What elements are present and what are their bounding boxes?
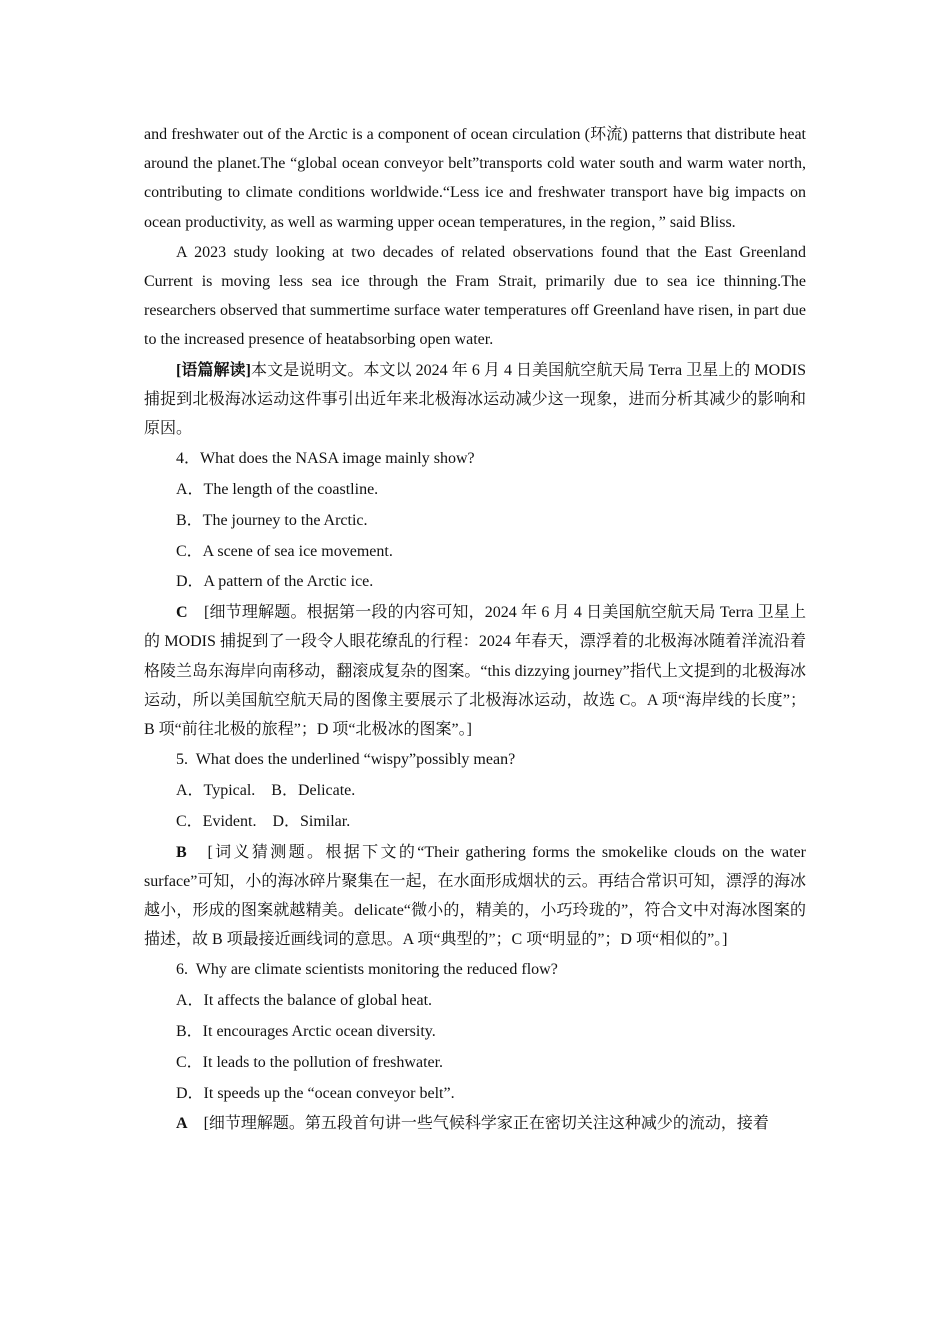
question-4-option-d: D．A pattern of the Arctic ice.	[176, 573, 374, 591]
reading-note	[144, 356, 806, 444]
reading-note-text: 本文是说明文。本文以 2024 年 6 月 4 日美国航空航天局 Terra 卫星上的 MODIS 捕捉到北极海冰运动这件事引出近年来北极海冰运动减少这一现象，进而分析其减少的影响和原因。	[144, 361, 806, 438]
question-5-options-cd: C．Evident. D．Similar.	[176, 812, 351, 830]
question-5-answer: B	[176, 843, 187, 861]
question-6-stem: 6. Why are climate scientists monitoring the reduced flow?	[176, 961, 558, 979]
question-5-options-ab: A．Typical. B．Delicate.	[176, 782, 356, 800]
question-6-option-b: B．It encourages Arctic ocean diversity.	[176, 1023, 436, 1041]
question-6-option-a: A．It affects the balance of global heat.	[176, 992, 433, 1010]
question-4-answer: C	[176, 604, 188, 622]
question-4-explanation	[144, 598, 806, 744]
question-6-explanation-text: [细节理解题。第五段首句讲一些气候科学家正在密切关注这种减少的流动，接着	[203, 1115, 769, 1133]
passage-paragraph-2: A 2023 study looking at two decades of related observations found that the East Greenland Current is moving less sea ice through the Fram Strait, primarily due to sea ice thinning.The researchers observed that summertime surface water temperatures off Greenland have risen, in part due to the increased presence of heatabsorbing open water.	[144, 243, 806, 349]
question-4-stem: 4．What does the NASA image mainly show?	[176, 450, 475, 468]
question-4-option-a: A．The length of the coastline.	[176, 481, 379, 499]
question-5-explanation-text: [词义猜测题。根据下文的“Their gathering forms the smokelike clouds on the water surface”可知，小的海冰碎片聚集在一起，在水面形成烟状的云。再结合常识可知，漂浮的海冰越小，形成的图案就越精美。delicate“微小的，精美的，小巧玲珑的”，符合文中对海冰图案的描述，故 B 项最接近画线词的意思。A 项“典型的”；C 项“明显的”；D 项“相似的”。]	[144, 843, 806, 949]
question-6-answer: A	[176, 1115, 188, 1133]
passage-paragraph-1: and freshwater out of the Arctic is a component of ocean circulation (环流) patterns that distribute heat around the planet.The “global ocean conveyor belt”transports cold water south and warm water north, contributing to climate conditions worldwide.“Less ice and freshwater transport have big impacts on ocean productivity, as well as warming upper ocean temperatures, in the region，” said Bliss.	[144, 126, 806, 231]
question-4-explanation-text: [细节理解题。根据第一段的内容可知，2024 年 6 月 4 日美国航空航天局 Terra 卫星上的 MODIS 捕捉到了一段令人眼花缭乱的行程：2024 年春天，漂浮着的北极海冰随着洋流沿着格陵兰岛东海岸向南移动，翻滚成复杂的图案。“this dizzying journey”指代上文提到的北极海冰运动，所以美国航空航天局的图像主要展示了北极海冰运动，故选 C。A 项“海岸线的长度”；B 项“前往北极的旅程”；D 项“北极冰的图案”。]	[144, 604, 806, 739]
question-4-option-b: B．The journey to the Arctic.	[176, 511, 368, 529]
question-6-option-d: D．It speeds up the “ocean conveyor belt”.	[176, 1084, 455, 1102]
question-5-stem: 5. What does the underlined “wispy”possibly mean?	[176, 751, 516, 769]
question-4-option-c: C．A scene of sea ice movement.	[176, 542, 393, 560]
reading-note-label: [语篇解读]	[176, 361, 251, 379]
question-5-explanation	[144, 838, 806, 955]
question-6-option-c: C．It leads to the pollution of freshwater.	[176, 1053, 444, 1071]
document-page	[144, 120, 806, 1140]
question-6-explanation	[144, 1109, 806, 1138]
